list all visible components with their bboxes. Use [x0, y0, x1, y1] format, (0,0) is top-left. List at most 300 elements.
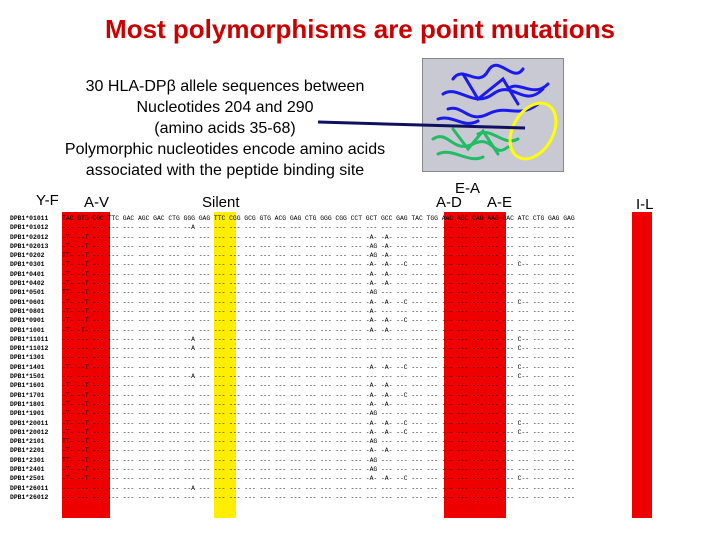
codon-cell: ---	[320, 373, 332, 381]
codon-cell: ---	[259, 363, 271, 371]
codon-cell: ---	[107, 373, 120, 381]
codon-cell: -A-	[365, 233, 378, 241]
codon-cell: ---	[213, 428, 226, 436]
codon-cell: ---	[517, 410, 530, 418]
codon-cell: CGG	[335, 215, 347, 222]
codon-cell: -AG	[365, 466, 378, 474]
codon-cell: ---	[502, 354, 514, 362]
codon-cell: ---	[137, 382, 150, 390]
codon-cell: ---	[335, 298, 347, 306]
codon-cell: ---	[411, 456, 423, 464]
codon-cell: ---	[289, 270, 302, 278]
codon-cell: ---	[274, 280, 287, 288]
codon-cell: ---	[365, 224, 378, 232]
codon-cell: ---	[411, 363, 423, 371]
codon-cell: ---	[532, 335, 545, 343]
codon-cell: -A-	[365, 382, 378, 390]
codon-cell: ---	[502, 493, 514, 501]
codon-cell: C--	[517, 475, 530, 483]
codon-cell: ---	[229, 345, 241, 353]
codon-cell: ---	[502, 391, 514, 399]
codon-cell: ---	[548, 419, 560, 427]
codon-cell: ---	[320, 345, 332, 353]
codon-cell: ---	[532, 224, 545, 232]
codon-cell: ---	[213, 354, 226, 362]
codon-cell: ---	[456, 317, 469, 325]
codon-cell: ---	[502, 447, 514, 455]
codon-cell: --T	[77, 252, 89, 260]
codon-cell: ---	[548, 484, 560, 492]
codon-cell: ---	[502, 373, 514, 381]
allele-name: DPB1*0801	[10, 307, 45, 315]
codon-cell: ---	[213, 224, 226, 232]
codon-cell: ---	[350, 233, 363, 241]
codon-cell: ---	[411, 410, 423, 418]
table-row	[10, 214, 578, 223]
codon-cell: --T	[77, 317, 89, 325]
codon-cell: ---	[305, 298, 317, 306]
codon-cell: ---	[350, 447, 363, 455]
allele-name: DPB1*0401	[10, 270, 45, 278]
codon-cell: ---	[517, 391, 530, 399]
codon-cell: -T-	[62, 475, 74, 483]
codon-cell: ---	[213, 447, 226, 455]
table-row	[10, 307, 578, 316]
codon-cell: ---	[548, 345, 560, 353]
codon-cell: ---	[563, 224, 575, 232]
codon-cell: ---	[487, 224, 499, 232]
codon-cell: ---	[426, 410, 439, 418]
codon-cell: ---	[320, 326, 332, 334]
codon-cell: ---	[289, 242, 302, 250]
codon-cell: ---	[335, 280, 347, 288]
codon-cell: ---	[122, 335, 135, 343]
codon-cell: ---	[380, 484, 393, 492]
codon-cell: ---	[441, 224, 454, 232]
codon-cell: ---	[532, 363, 545, 371]
codon-cell: ---	[107, 298, 120, 306]
codon-cell: ---	[472, 326, 484, 334]
codon-cell: ---	[472, 419, 484, 427]
codon-cell: -A-	[380, 419, 393, 427]
table-row	[10, 353, 578, 362]
allele-name: DPB1*20011	[10, 419, 49, 427]
codon-cell: ---	[441, 363, 454, 371]
codon-cell: ---	[532, 410, 545, 418]
codon-cell: ---	[107, 400, 120, 408]
codon-cell: --A	[183, 373, 196, 381]
codon-cell: ---	[532, 261, 545, 269]
codon-cell: ---	[153, 298, 165, 306]
allele-name: DPB1*0402	[10, 280, 45, 288]
codon-cell: ---	[289, 298, 302, 306]
codon-cell: --T	[77, 391, 89, 399]
codon-cell: ---	[213, 307, 226, 315]
codon-cell: ---	[289, 400, 302, 408]
codon-cell: ---	[411, 242, 423, 250]
codon-cell: ---	[137, 447, 150, 455]
codon-cell: ---	[305, 289, 317, 297]
codon-cell: ---	[456, 400, 469, 408]
codon-cell: ---	[563, 252, 575, 260]
codon-cell: ---	[472, 373, 484, 381]
codon-cell: ---	[137, 410, 150, 418]
codon-cell: ---	[502, 335, 514, 343]
codon-cell: ---	[396, 335, 408, 343]
codon-cell: ---	[320, 438, 332, 446]
codon-cell: ---	[229, 363, 241, 371]
codon-cell: ---	[229, 391, 241, 399]
codon-cell: --T	[77, 456, 89, 464]
codon-cell: ---	[320, 410, 332, 418]
codon-cell: ---	[183, 447, 196, 455]
codon-cell: ---	[137, 428, 150, 436]
codon-cell: ---	[305, 410, 317, 418]
codon-cell: C--	[517, 298, 530, 306]
codon-cell: ---	[153, 242, 165, 250]
codon-cell: ---	[335, 428, 347, 436]
codon-cell: ---	[320, 456, 332, 464]
codon-cell: ---	[274, 252, 287, 260]
codon-cell: ---	[456, 261, 469, 269]
codon-cell: ---	[441, 373, 454, 381]
codon-cell: ---	[92, 456, 104, 464]
codon-cell: ---	[153, 447, 165, 455]
codon-cell: ---	[183, 270, 196, 278]
codon-cell: ---	[168, 289, 180, 297]
codon-cell: ---	[517, 233, 530, 241]
codon-cell: ---	[532, 438, 545, 446]
table-row	[10, 484, 578, 493]
codon-cell: -A-	[380, 252, 393, 260]
codon-cell: ---	[244, 466, 256, 474]
codon-cell: ---	[168, 242, 180, 250]
codon-cell: ---	[229, 289, 241, 297]
codon-cell: ---	[244, 391, 256, 399]
codon-cell: --A	[183, 335, 196, 343]
codon-cell: ---	[168, 484, 180, 492]
codon-cell: ---	[517, 438, 530, 446]
codon-cell: ---	[426, 447, 439, 455]
codon-cell: ---	[472, 261, 484, 269]
codon-cell: ---	[472, 289, 484, 297]
codon-cell: ---	[487, 400, 499, 408]
codon-cell: ---	[122, 345, 135, 353]
codon-cell: ---	[107, 261, 120, 269]
codon-cell: ---	[229, 400, 241, 408]
codon-cell: ---	[92, 484, 104, 492]
codon-cell: ---	[320, 493, 332, 501]
codon-cell: ---	[153, 456, 165, 464]
codon-cell: ---	[198, 456, 211, 464]
codon-cell: ---	[350, 326, 363, 334]
codon-cell: ---	[168, 280, 180, 288]
codon-cell: ---	[92, 317, 104, 325]
codon-cell: ---	[305, 354, 317, 362]
codon-cell: ---	[396, 466, 408, 474]
codon-cell: ---	[305, 400, 317, 408]
codon-cell: ---	[107, 280, 120, 288]
codon-cell: ---	[456, 363, 469, 371]
codon-cell: ---	[289, 438, 302, 446]
codon-cell: ---	[305, 363, 317, 371]
codon-cell: --T	[77, 466, 89, 474]
codon-cell: ---	[548, 335, 560, 343]
codon-cell: ---	[350, 475, 363, 483]
codon-cell: ---	[198, 261, 211, 269]
codon-cell: ---	[137, 354, 150, 362]
codon-cell: ---	[213, 317, 226, 325]
codon-cell: ---	[502, 382, 514, 390]
codon-cell: ---	[441, 307, 454, 315]
allele-name: DPB1*0501	[10, 289, 45, 297]
codon-cell: ---	[183, 410, 196, 418]
codon-cell: ---	[517, 252, 530, 260]
codon-cell: ---	[411, 345, 423, 353]
codon-cell: -T-	[62, 298, 74, 306]
codon-cell: ---	[548, 466, 560, 474]
codon-cell: ---	[411, 400, 423, 408]
codon-cell: ---	[122, 466, 135, 474]
codon-cell: ---	[168, 391, 180, 399]
codon-cell: ---	[335, 410, 347, 418]
codon-cell: ---	[183, 438, 196, 446]
codon-cell: ---	[532, 493, 545, 501]
codon-cell: ---	[259, 252, 271, 260]
codon-cell: ---	[411, 298, 423, 306]
codon-cell: ---	[198, 298, 211, 306]
codon-cell: ---	[532, 345, 545, 353]
codon-cell: ---	[259, 280, 271, 288]
codon-cell: -T-	[62, 400, 74, 408]
codon-cell: ---	[487, 252, 499, 260]
codon-cell: ---	[107, 307, 120, 315]
codon-cell: ---	[92, 307, 104, 315]
codon-cell: ---	[472, 391, 484, 399]
codon-cell: ---	[350, 382, 363, 390]
codon-cell: ---	[213, 466, 226, 474]
table-row	[10, 326, 578, 335]
codon-cell: -T-	[62, 428, 74, 436]
codon-cell: ---	[107, 224, 120, 232]
codon-cell: ---	[122, 289, 135, 297]
codon-cell: ---	[168, 400, 180, 408]
codon-cell: ---	[198, 438, 211, 446]
codon-cell: ---	[517, 270, 530, 278]
codon-cell: ---	[441, 466, 454, 474]
codon-cell: ---	[396, 345, 408, 353]
codon-cell: ---	[137, 475, 150, 483]
codon-cell: -A-	[365, 317, 378, 325]
codon-cell: ---	[563, 335, 575, 343]
codon-cell: ---	[548, 261, 560, 269]
codon-cell: ---	[213, 410, 226, 418]
codon-cell: ---	[259, 298, 271, 306]
codon-cell: ---	[289, 335, 302, 343]
codon-cell: ---	[183, 307, 196, 315]
codon-cell: ---	[229, 484, 241, 492]
codon-cell: ---	[168, 307, 180, 315]
codon-cell: -A-	[365, 400, 378, 408]
codon-cell: ---	[274, 382, 287, 390]
codon-cell: ---	[441, 382, 454, 390]
codon-cell: ATC	[517, 215, 530, 222]
codon-cell: ---	[168, 335, 180, 343]
codon-cell: ---	[198, 484, 211, 492]
codon-cell: ---	[289, 410, 302, 418]
codon-cell: ---	[441, 261, 454, 269]
codon-cell: -T-	[62, 447, 74, 455]
codon-cell: ---	[122, 382, 135, 390]
allele-name: DPB1*01011	[10, 215, 49, 222]
codon-cell: ---	[335, 270, 347, 278]
codon-cell: AGC	[137, 215, 150, 222]
codon-cell: ---	[426, 456, 439, 464]
codon-cell: TT-	[62, 289, 74, 297]
codon-cell: ---	[168, 261, 180, 269]
description-line-1: 30 HLA-DPβ allele sequences between	[85, 78, 365, 95]
codon-cell: ---	[122, 261, 135, 269]
codon-cell: ---	[396, 447, 408, 455]
codon-cell: ---	[198, 466, 211, 474]
codon-cell: -A-	[365, 391, 378, 399]
codon-cell: ---	[168, 447, 180, 455]
codon-cell: ---	[365, 335, 378, 343]
codon-cell: --T	[77, 233, 89, 241]
codon-cell: ---	[92, 475, 104, 483]
codon-cell: ---	[456, 382, 469, 390]
codon-cell: ---	[441, 298, 454, 306]
codon-cell: CTG	[305, 215, 317, 222]
codon-cell: ---	[92, 438, 104, 446]
codon-cell: -T-	[62, 382, 74, 390]
codon-cell: ---	[335, 242, 347, 250]
codon-cell: ---	[305, 438, 317, 446]
codon-cell: ---	[502, 307, 514, 315]
codon-cell: ---	[441, 345, 454, 353]
codon-cell: ---	[532, 428, 545, 436]
codon-cell: C--	[517, 373, 530, 381]
codon-cell: ---	[107, 438, 120, 446]
codon-cell: ---	[411, 252, 423, 260]
codon-cell: ---	[137, 252, 150, 260]
codon-cell: ---	[532, 354, 545, 362]
codon-cell: --A	[183, 484, 196, 492]
codon-cell: ---	[137, 456, 150, 464]
codon-cell: ---	[168, 354, 180, 362]
codon-cell: ---	[335, 456, 347, 464]
codon-cell: ---	[563, 261, 575, 269]
codon-cell: ---	[92, 447, 104, 455]
codon-cell: ---	[487, 456, 499, 464]
allele-name: DPB1*1501	[10, 373, 45, 381]
codon-cell: ---	[259, 270, 271, 278]
codon-cell: ---	[122, 419, 135, 427]
codon-cell: ---	[335, 419, 347, 427]
codon-cell: -A-	[365, 261, 378, 269]
codon-cell: ---	[274, 410, 287, 418]
codon-cell: ACG	[274, 215, 287, 222]
codon-cell: GTG	[259, 215, 271, 222]
codon-cell: ---	[441, 428, 454, 436]
codon-cell: --C	[396, 317, 408, 325]
codon-cell: ---	[122, 493, 135, 501]
table-row	[10, 409, 578, 418]
label-y-f: Y-F	[36, 192, 59, 209]
codon-cell: ---	[335, 400, 347, 408]
codon-cell: ---	[487, 289, 499, 297]
codon-cell: GCG	[244, 215, 256, 222]
codon-cell: ---	[289, 289, 302, 297]
codon-cell: -A-	[365, 326, 378, 334]
codon-cell: ---	[183, 475, 196, 483]
codon-cell: ---	[137, 391, 150, 399]
codon-cell: ---	[456, 335, 469, 343]
codon-cell: ---	[92, 382, 104, 390]
codon-cell: ---	[380, 466, 393, 474]
codon-cell: ---	[335, 326, 347, 334]
codon-cell: ---	[305, 224, 317, 232]
codon-cell: ---	[198, 289, 211, 297]
codon-cell: ---	[456, 270, 469, 278]
label-silent: Silent	[202, 194, 240, 211]
codon-cell: ---	[107, 493, 120, 501]
codon-cell: ---	[274, 373, 287, 381]
codon-cell: ---	[305, 326, 317, 334]
codon-cell: ---	[502, 428, 514, 436]
codon-cell: ---	[487, 438, 499, 446]
codon-cell: ---	[213, 298, 226, 306]
codon-cell: ---	[244, 345, 256, 353]
codon-cell: ---	[472, 447, 484, 455]
codon-cell: ---	[426, 270, 439, 278]
codon-cell: ---	[548, 252, 560, 260]
codon-cell: ---	[335, 391, 347, 399]
codon-cell: ---	[213, 289, 226, 297]
codon-cell: -A-	[380, 280, 393, 288]
codon-cell: ---	[532, 298, 545, 306]
codon-cell: ---	[107, 233, 120, 241]
codon-cell: ---	[259, 400, 271, 408]
codon-cell: ---	[244, 252, 256, 260]
codon-cell: ---	[168, 345, 180, 353]
codon-cell: ---	[213, 252, 226, 260]
codon-cell: ---	[320, 307, 332, 315]
codon-cell: CCT	[350, 215, 363, 222]
codon-cell: ---	[487, 391, 499, 399]
codon-cell: ---	[305, 419, 317, 427]
codon-cell: ---	[274, 233, 287, 241]
codon-cell: ---	[426, 233, 439, 241]
codon-cell: AGC	[456, 215, 469, 222]
codon-cell: ---	[183, 493, 196, 501]
codon-cell: ---	[380, 345, 393, 353]
codon-cell: CTG	[532, 215, 545, 222]
codon-cell: ---	[350, 400, 363, 408]
codon-cell: -A-	[380, 270, 393, 278]
codon-cell: ---	[320, 261, 332, 269]
codon-cell: ---	[532, 233, 545, 241]
codon-cell: CAG	[472, 215, 484, 222]
allele-name: DPB1*1301	[10, 354, 45, 362]
codon-cell: ---	[153, 475, 165, 483]
codon-cell: -A-	[380, 298, 393, 306]
codon-cell: ---	[532, 252, 545, 260]
codon-cell: ---	[168, 475, 180, 483]
codon-cell: ---	[456, 419, 469, 427]
codon-cell: ---	[411, 233, 423, 241]
codon-cell: ---	[456, 224, 469, 232]
